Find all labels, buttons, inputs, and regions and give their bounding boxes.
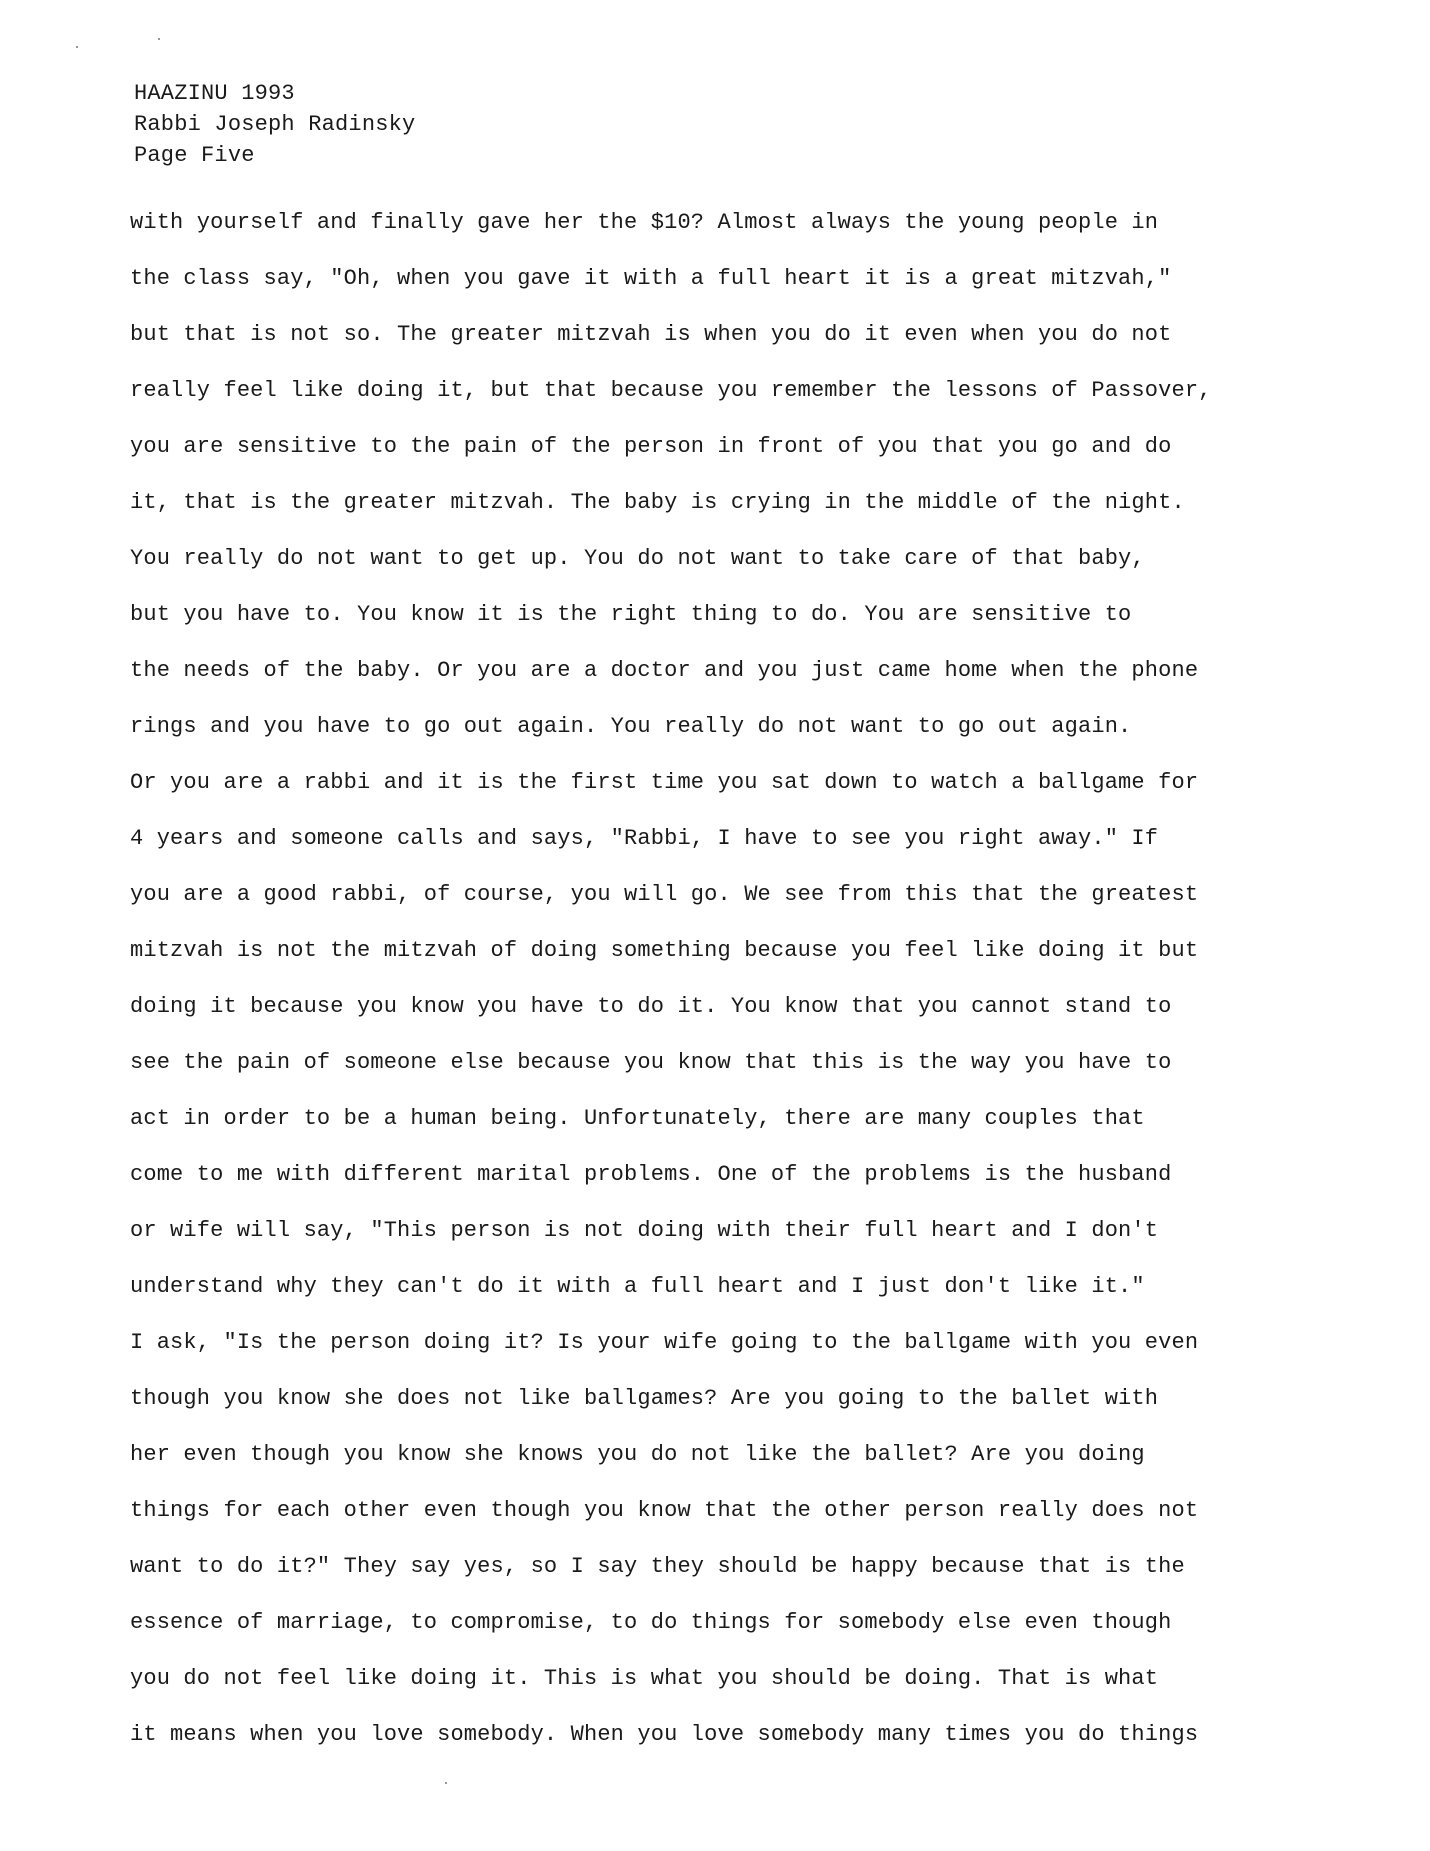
text-line: rings and you have to go out again. You really do not want to go out again. [130, 714, 1132, 739]
text-line: though you know she does not like ballgames? Are you going to the ballet with [130, 1386, 1159, 1411]
text-line: want to do it?" They say yes, so I say they should be happy because that is the [130, 1554, 1185, 1579]
text-line: or wife will say, "This person is not doing with their full heart and I don't [130, 1218, 1159, 1243]
scan-speck [445, 1782, 447, 1784]
text-line: You really do not want to get up. You do not want to take care of that baby, [130, 546, 1145, 571]
text-line: the needs of the baby. Or you are a doctor and you just came home when the phone [130, 658, 1199, 683]
text-line: act in order to be a human being. Unfortunately, there are many couples that [130, 1106, 1145, 1131]
text-line: I ask, "Is the person doing it? Is your wife going to the ballgame with you even [130, 1330, 1199, 1355]
text-line: mitzvah is not the mitzvah of doing something because you feel like doing it but [130, 938, 1199, 963]
scan-speck [76, 46, 78, 48]
text-line: you are sensitive to the pain of the person in front of you that you go and do [130, 434, 1172, 459]
header-author: Rabbi Joseph Radinsky [134, 112, 416, 137]
text-line: essence of marriage, to compromise, to do things for somebody else even though [130, 1610, 1172, 1635]
text-line: with yourself and finally gave her the $10? Almost always the young people in [130, 210, 1159, 235]
text-line: it, that is the greater mitzvah. The baby is crying in the middle of the night. [130, 490, 1185, 515]
text-line: things for each other even though you know that the other person really does not [130, 1498, 1199, 1523]
text-line: it means when you love somebody. When you love somebody many times you do things [130, 1722, 1199, 1747]
scan-speck [158, 38, 160, 40]
text-line: her even though you know she knows you do not like the ballet? Are you doing [130, 1442, 1145, 1467]
header-title: HAAZINU 1993 [134, 81, 295, 106]
text-line: understand why they can't do it with a full heart and I just don't like it." [130, 1274, 1145, 1299]
text-line: the class say, "Oh, when you gave it with a full heart it is a great mitzvah," [130, 266, 1172, 291]
header-page-number: Page Five [134, 143, 255, 168]
text-line: see the pain of someone else because you know that this is the way you have to [130, 1050, 1172, 1075]
text-line: Or you are a rabbi and it is the first time you sat down to watch a ballgame for [130, 770, 1199, 795]
text-line: but you have to. You know it is the right thing to do. You are sensitive to [130, 602, 1132, 627]
text-line: you are a good rabbi, of course, you will go. We see from this that the greatest [130, 882, 1199, 907]
text-line: but that is not so. The greater mitzvah is when you do it even when you do not [130, 322, 1172, 347]
text-line: you do not feel like doing it. This is what you should be doing. That is what [130, 1666, 1159, 1691]
text-line: 4 years and someone calls and says, "Rabbi, I have to see you right away." If [130, 826, 1159, 851]
body-text [130, 195, 1290, 1763]
text-line: really feel like doing it, but that because you remember the lessons of Passover, [130, 378, 1212, 403]
page-header [134, 78, 415, 171]
text-line: doing it because you know you have to do it. You know that you cannot stand to [130, 994, 1172, 1019]
text-line: come to me with different marital problems. One of the problems is the husband [130, 1162, 1172, 1187]
